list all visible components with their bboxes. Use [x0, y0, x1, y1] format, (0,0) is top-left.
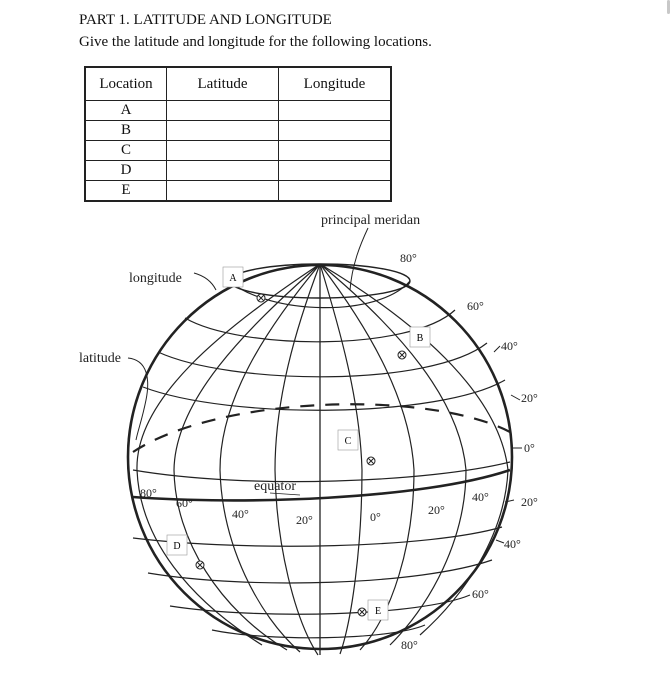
lat-40n-label: 40° — [501, 339, 518, 353]
latitude-cell[interactable] — [167, 141, 279, 161]
lat-80n-label: 80° — [400, 251, 417, 265]
longitude-cell[interactable] — [279, 101, 392, 121]
lon-20w-label: 20° — [296, 513, 313, 527]
scale-ticks — [494, 346, 522, 543]
location-cell: C — [85, 141, 167, 161]
lon-0-label: 0° — [370, 510, 381, 524]
meridian-line — [320, 264, 362, 654]
lon-40-label: 40° — [232, 507, 249, 521]
lat-40s-label: 40° — [504, 537, 521, 551]
latitude-line — [158, 343, 487, 377]
point-markers — [196, 294, 406, 616]
scrollbar-thumb[interactable] — [667, 0, 670, 14]
header-longitude: Longitude — [279, 67, 392, 101]
meridian-line — [320, 264, 414, 650]
lat-60s-label: 60° — [472, 587, 489, 601]
longitude-cell[interactable] — [279, 121, 392, 141]
point-labels — [167, 267, 430, 620]
lon-60-label: 60° — [176, 496, 193, 510]
lon-40e-label: 40° — [472, 490, 489, 504]
latitude-label: latitude — [79, 351, 121, 366]
latitude-cell[interactable] — [167, 161, 279, 181]
lon-20e-label: 20° — [428, 503, 445, 517]
meridian-line — [275, 264, 320, 655]
equator-label: equator — [254, 479, 296, 494]
lat-20s-label: 20° — [521, 495, 538, 509]
marker-a — [257, 294, 265, 302]
table-row — [85, 161, 391, 181]
lat-0-label: 0° — [524, 441, 535, 455]
lat-80s-label: 80° — [401, 638, 418, 652]
marker-b — [398, 351, 406, 359]
header-location: Location — [85, 67, 167, 101]
lat-60n-label: 60° — [467, 299, 484, 313]
page-heading: PART 1. LATITUDE AND LONGITUDE — [79, 12, 332, 28]
location-cell: B — [85, 121, 167, 141]
location-cell: E — [85, 181, 167, 202]
lon-80-label: 80° — [140, 486, 157, 500]
meridian-line — [137, 264, 320, 645]
longitude-cell[interactable] — [279, 141, 392, 161]
longitude-cell[interactable] — [279, 161, 392, 181]
header-latitude: Latitude — [167, 67, 279, 101]
point-label-e: E — [374, 606, 382, 617]
table-row — [85, 101, 391, 121]
latitude-line — [143, 380, 505, 410]
location-cell: A — [85, 101, 167, 121]
longitude-cell[interactable] — [279, 181, 392, 202]
marker-d — [196, 561, 204, 569]
instructions-text: Give the latitude and longitude for the following locations. — [79, 34, 432, 50]
principal-meridian-label: principal meridan — [321, 213, 421, 228]
location-table — [84, 66, 392, 202]
latitude-cell[interactable] — [167, 181, 279, 202]
meridian-line — [220, 264, 320, 652]
table-row — [85, 121, 391, 141]
latitude-cell[interactable] — [167, 101, 279, 121]
location-cell: D — [85, 161, 167, 181]
point-label-a: A — [229, 273, 237, 284]
marker-e — [358, 608, 366, 616]
point-label-d: D — [173, 541, 181, 552]
meridian-line — [320, 264, 466, 645]
point-label-b: B — [416, 333, 424, 344]
globe-diagram — [0, 200, 672, 700]
table-row — [85, 141, 391, 161]
principal-meridian-callout — [350, 228, 368, 290]
marker-c — [367, 457, 375, 465]
latitude-cell[interactable] — [167, 121, 279, 141]
point-label-c: C — [344, 436, 352, 447]
table-row — [85, 181, 391, 202]
latitude-line — [133, 462, 510, 482]
longitude-callout-line — [194, 273, 216, 290]
lat-20n-label: 20° — [521, 391, 538, 405]
longitude-label: longitude — [129, 271, 182, 286]
table-header-row — [85, 67, 391, 101]
